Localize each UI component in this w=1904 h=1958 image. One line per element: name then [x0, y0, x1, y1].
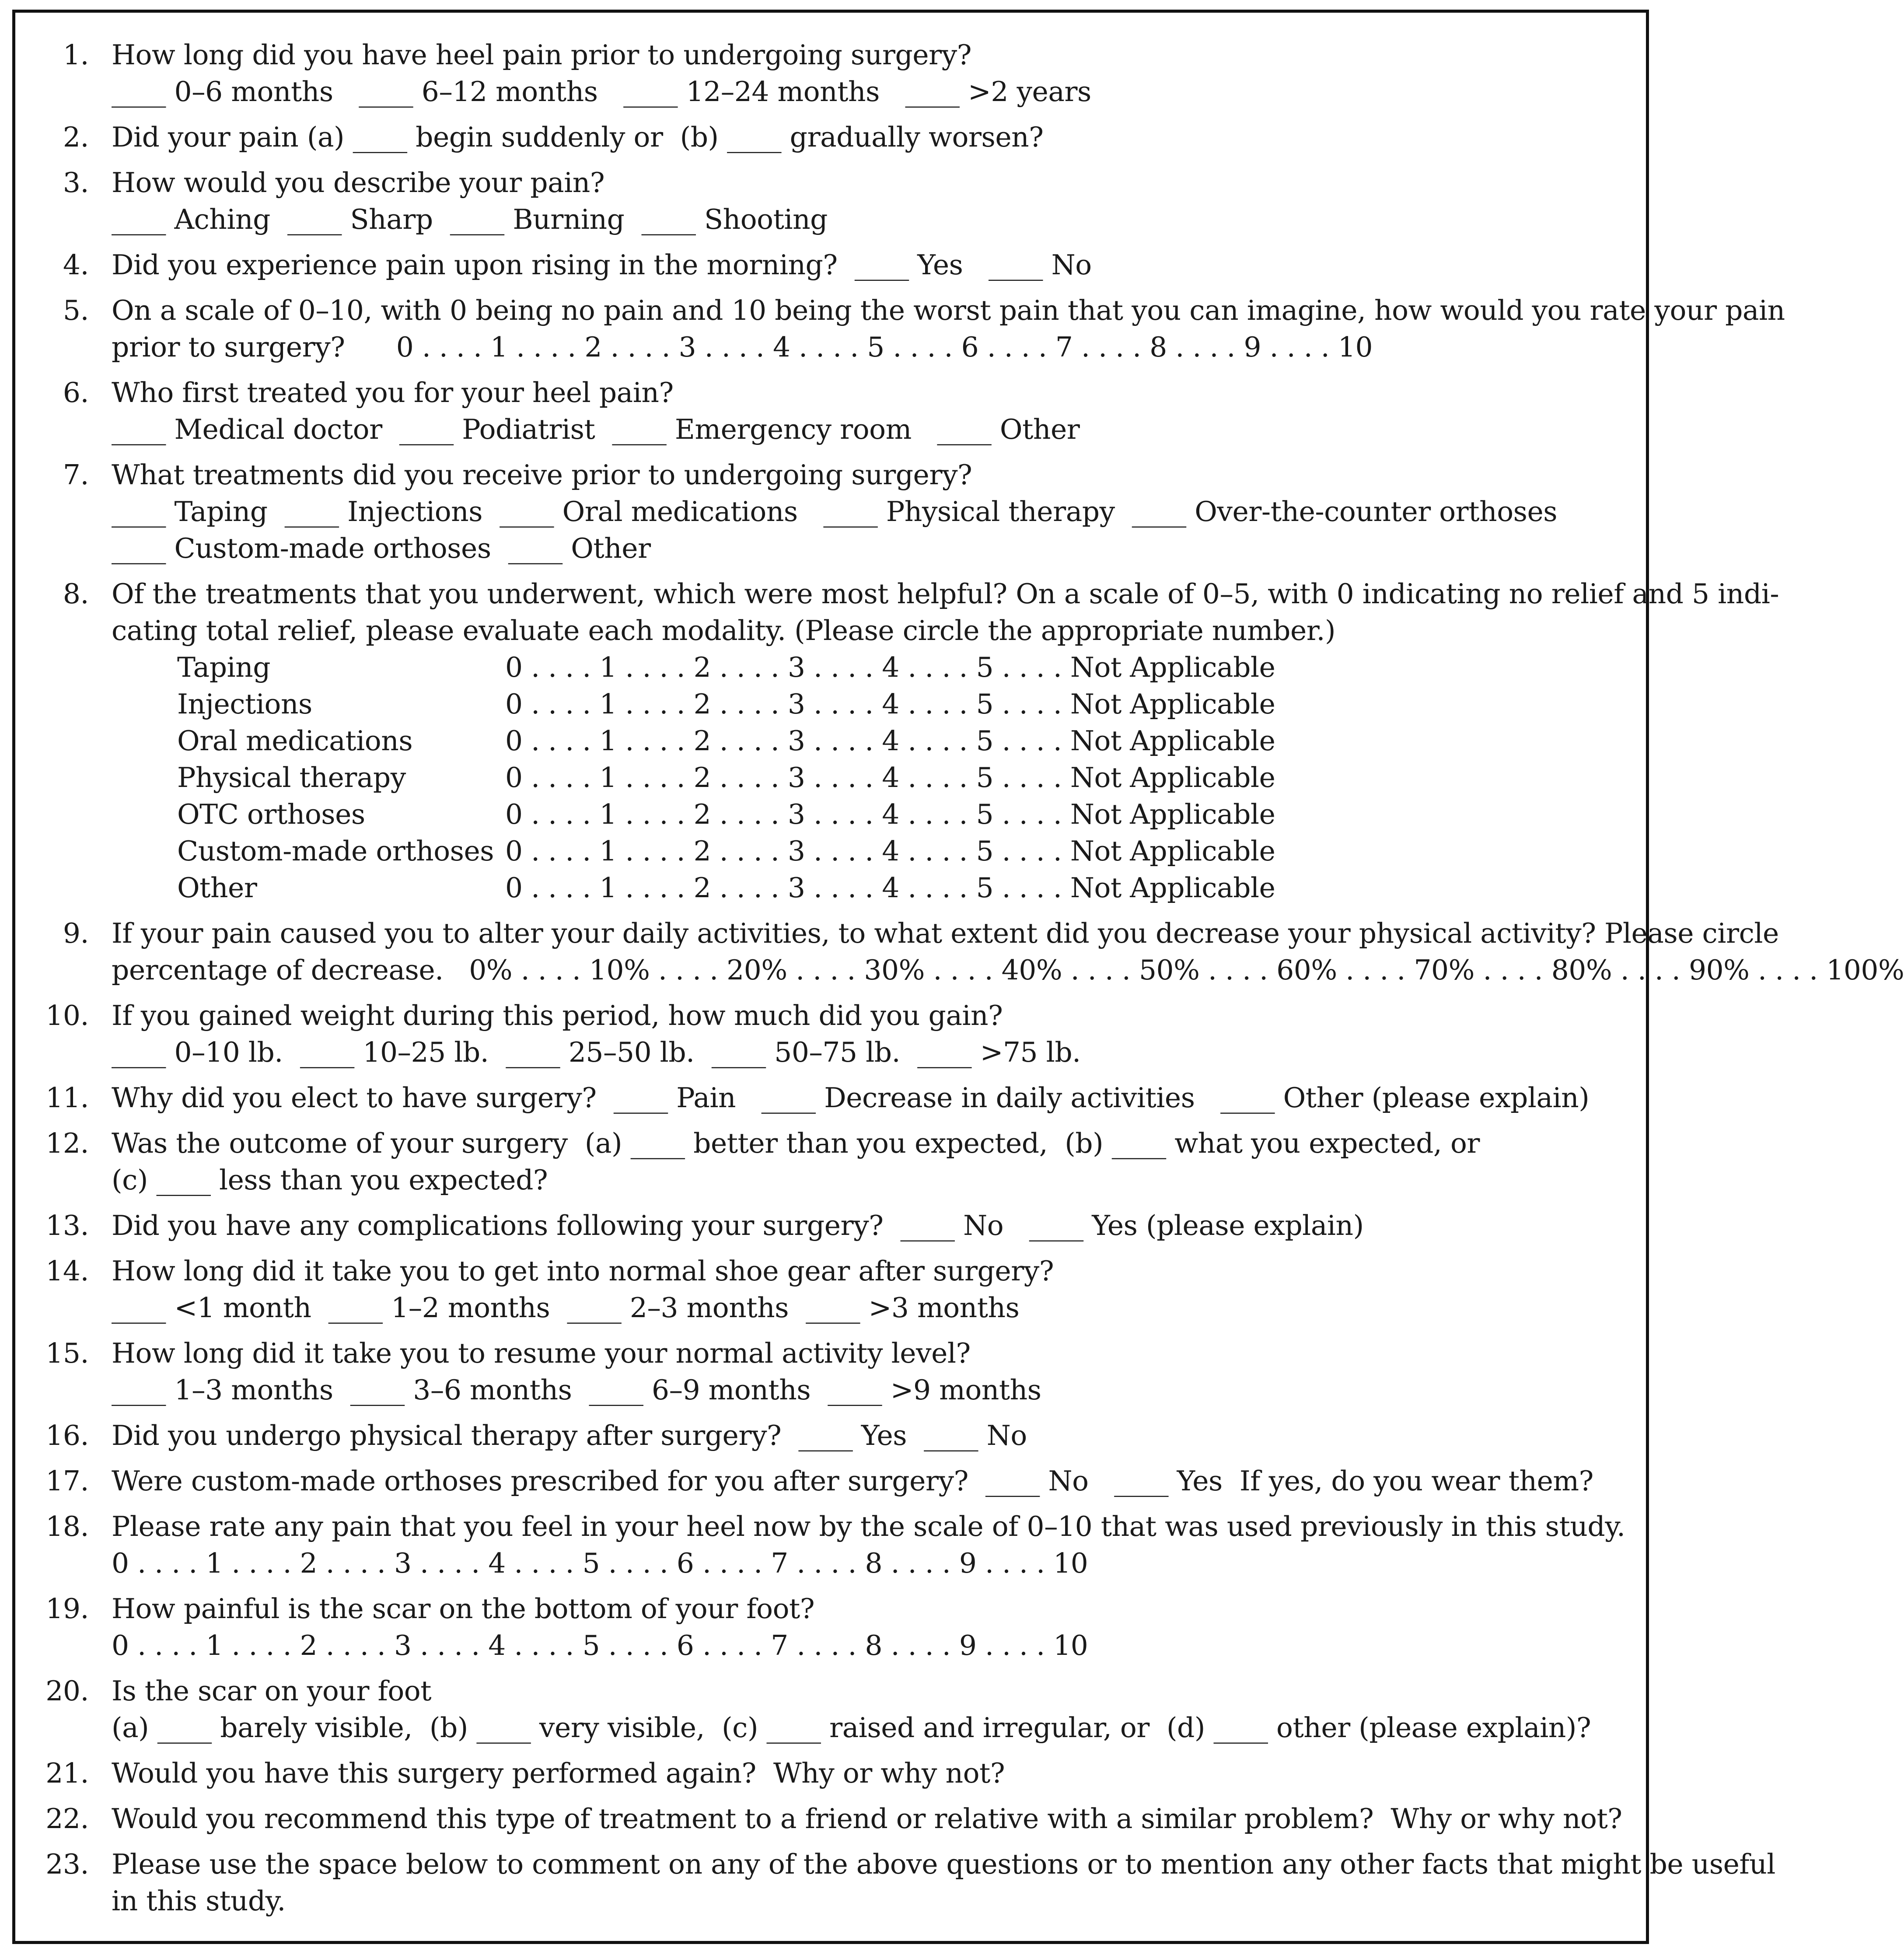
rating-scale: 0 . . . . 1 . . . . 2 . . . . 3 . . . . 4 . . . . 5 . . . . Not Applicable: [505, 725, 1275, 757]
question-number: 18.: [45, 1510, 89, 1542]
question-text: Was the outcome of your surgery (a) ____ better than you expected, (b) ____ what you expected, or: [112, 1127, 1480, 1159]
rating-scale: 0 . . . . 1 . . . . 2 . . . . 3 . . . . 4 . . . . 5 . . . . Not Applicable: [505, 798, 1275, 830]
question-number: 10.: [45, 1000, 89, 1031]
answer-options: ____ 0–10 lb. ____ 10–25 lb. ____ 25–50 lb. ____ 50–75 lb. ____ >75 lb.: [112, 1036, 1081, 1068]
rating-label: Injections: [177, 688, 312, 720]
question-item: [15, 1207, 1646, 1244]
answer-options: percentage of decrease. 0% . . . . 10% . . . . 20% . . . . 30% . . . . 40% . . . . 50% . . . . 60% . . . . 70% . . . . 80% . . . . 90% . . . . 100%: [112, 954, 1904, 986]
question-number: 7.: [63, 459, 89, 491]
question-text: Were custom-made orthoses prescribed for you after surgery? ____ No ____ Yes If yes, do you wear them?: [112, 1465, 1593, 1497]
question-number: 23.: [45, 1848, 89, 1880]
question-number: 15.: [45, 1337, 89, 1369]
question-number: 20.: [45, 1675, 89, 1707]
question-number: 8.: [63, 578, 89, 610]
rating-label: Oral medications: [177, 725, 413, 757]
question-text: How painful is the scar on the bottom of your foot?: [112, 1593, 815, 1625]
question-text: How long did it take you to get into normal shoe gear after surgery?: [112, 1255, 1054, 1287]
question-text: On a scale of 0–10, with 0 being no pain and 10 being the worst pain that you can imagine, how would you rate your pain: [112, 294, 1785, 326]
question-number: 11.: [45, 1082, 89, 1114]
question-number: 21.: [45, 1757, 89, 1789]
answer-options: (c) ____ less than you expected?: [112, 1164, 548, 1196]
question-text: Did your pain (a) ____ begin suddenly or (b) ____ gradually worsen?: [112, 121, 1044, 153]
rating-label: Physical therapy: [177, 762, 406, 794]
rating-row: [112, 759, 1593, 796]
rating-label: OTC orthoses: [177, 798, 365, 830]
answer-options: ____ Aching ____ Sharp ____ Burning ____ Shooting: [112, 203, 828, 235]
question-text: If you gained weight during this period, how much did you gain?: [112, 1000, 1003, 1031]
question-item: [15, 1335, 1646, 1409]
question-number: 17.: [45, 1465, 89, 1497]
question-text: Did you experience pain upon rising in the morning? ____ Yes ____ No: [112, 249, 1092, 281]
question-item: [15, 1417, 1646, 1454]
question-number: 2.: [63, 121, 89, 153]
rating-row: [112, 870, 1593, 906]
answer-options: (a) ____ barely visible, (b) ____ very visible, (c) ____ raised and irregular, or (d) ____ other (please explain)?: [112, 1712, 1591, 1744]
question-text: Of the treatments that you underwent, which were most helpful? On a scale of 0–5, with 0 indicating no relief and 5 indi-: [112, 578, 1779, 610]
question-item: [15, 1253, 1646, 1326]
rating-scale: 0 . . . . 1 . . . . 2 . . . . 3 . . . . 4 . . . . 5 . . . . Not Applicable: [505, 762, 1275, 794]
question-item: [15, 1755, 1646, 1792]
question-text: Is the scar on your foot: [112, 1675, 432, 1707]
question-item: [15, 1508, 1646, 1582]
survey-frame: [12, 10, 1904, 1944]
question-item: [15, 292, 1785, 366]
question-number: 19.: [45, 1593, 89, 1625]
question-text: Why did you elect to have surgery? ____ Pain ____ Decrease in daily activities ____ Other (please explain): [112, 1082, 1590, 1114]
question-item: [15, 37, 1646, 110]
answer-options: ____ Custom-made orthoses ____ Other: [112, 532, 651, 564]
rating-row: [112, 649, 1593, 686]
answer-options: ____ Taping ____ Injections ____ Oral medications ____ Physical therapy ____ Over-the-counter orthoses: [112, 496, 1558, 528]
question-text: Would you have this surgery performed again? Why or why not?: [112, 1757, 1005, 1789]
question-number: 5.: [63, 294, 89, 326]
question-number: 3.: [63, 167, 89, 199]
question-number: 14.: [45, 1255, 89, 1287]
question-text: How long did you have heel pain prior to undergoing surgery?: [112, 39, 972, 71]
rating-label: Other: [177, 872, 257, 904]
question-item: [15, 1846, 1775, 1920]
question-text: If your pain caused you to alter your daily activities, to what extent did you decrease your physical activity? Please circle: [112, 917, 1779, 949]
answer-options: prior to surgery? 0 . . . . 1 . . . . 2 . . . . 3 . . . . 4 . . . . 5 . . . . 6 . . . . 7 . . . . 8 . . . . 9 . . . . 10: [112, 331, 1373, 363]
question-item: [15, 997, 1646, 1071]
rating-scale: 0 . . . . 1 . . . . 2 . . . . 3 . . . . 4 . . . . 5 . . . . Not Applicable: [505, 835, 1275, 867]
question-item: [15, 1673, 1646, 1746]
question-number: 9.: [63, 917, 89, 949]
answer-options: 0 . . . . 1 . . . . 2 . . . . 3 . . . . 4 . . . . 5 . . . . 6 . . . . 7 . . . . 8 . . . . 9 . . . . 10: [112, 1547, 1088, 1579]
rating-scale: 0 . . . . 1 . . . . 2 . . . . 3 . . . . 4 . . . . 5 . . . . Not Applicable: [505, 651, 1275, 683]
question-item: [15, 247, 1646, 283]
answer-options: ____ 1–3 months ____ 3–6 months ____ 6–9 months ____ >9 months: [112, 1374, 1041, 1406]
answer-options: 0 . . . . 1 . . . . 2 . . . . 3 . . . . 4 . . . . 5 . . . . 6 . . . . 7 . . . . 8 . . . . 9 . . . . 10: [112, 1629, 1088, 1661]
answer-options: cating total relief, please evaluate each modality. (Please circle the appropriate number.): [112, 615, 1336, 647]
question-text: What treatments did you receive prior to undergoing surgery?: [112, 459, 972, 491]
rating-scale: 0 . . . . 1 . . . . 2 . . . . 3 . . . . 4 . . . . 5 . . . . Not Applicable: [505, 872, 1275, 904]
question-text: Would you recommend this type of treatment to a friend or relative with a similar problem? Why or why not?: [112, 1803, 1622, 1835]
answer-options: ____ Medical doctor ____ Podiatrist ____ Emergency room ____ Other: [112, 413, 1080, 445]
answer-options: ____ <1 month ____ 1–2 months ____ 2–3 months ____ >3 months: [112, 1292, 1020, 1324]
question-item: [15, 457, 1646, 567]
question-item: [15, 1801, 1646, 1837]
question-number: 12.: [45, 1127, 89, 1159]
question-item: [15, 164, 1646, 238]
rating-row: [112, 723, 1593, 759]
question-number: 4.: [63, 249, 89, 281]
question-text: How long did it take you to resume your normal activity level?: [112, 1337, 971, 1369]
question-text: Did you have any complications following your surgery? ____ No ____ Yes (please explain): [112, 1210, 1364, 1241]
question-text: How would you describe your pain?: [112, 167, 605, 199]
question-item: [15, 915, 1904, 989]
question-list: [15, 37, 1904, 1928]
rating-row: [112, 686, 1593, 723]
question-number: 13.: [45, 1210, 89, 1241]
question-item: [15, 374, 1646, 448]
answer-options: in this study.: [112, 1885, 286, 1917]
question-item: [15, 1080, 1646, 1116]
question-text: Please use the space below to comment on any of the above questions or to mention any other facts that might be useful: [112, 1848, 1775, 1880]
question-text: Did you undergo physical therapy after surgery? ____ Yes ____ No: [112, 1420, 1027, 1451]
rating-scale: 0 . . . . 1 . . . . 2 . . . . 3 . . . . 4 . . . . 5 . . . . Not Applicable: [505, 688, 1275, 720]
question-number: 16.: [45, 1420, 89, 1451]
question-item: [15, 1463, 1646, 1500]
question-number: 1.: [63, 39, 89, 71]
question-text: Please rate any pain that you feel in your heel now by the scale of 0–10 that was used previously in this study.: [112, 1510, 1625, 1542]
question-number: 22.: [45, 1803, 89, 1835]
rating-label: Custom-made orthoses: [177, 835, 494, 867]
question-item: [15, 576, 1779, 906]
question-item: [15, 1591, 1646, 1664]
rating-label: Taping: [177, 651, 271, 683]
rating-row: [112, 796, 1593, 833]
question-item: [15, 119, 1646, 156]
question-text: Who first treated you for your heel pain?: [112, 377, 674, 409]
question-item: [15, 1125, 1646, 1199]
question-number: 6.: [63, 377, 89, 409]
answer-options: ____ 0–6 months ____ 6–12 months ____ 12–24 months ____ >2 years: [112, 76, 1091, 108]
rating-row: [112, 833, 1593, 870]
